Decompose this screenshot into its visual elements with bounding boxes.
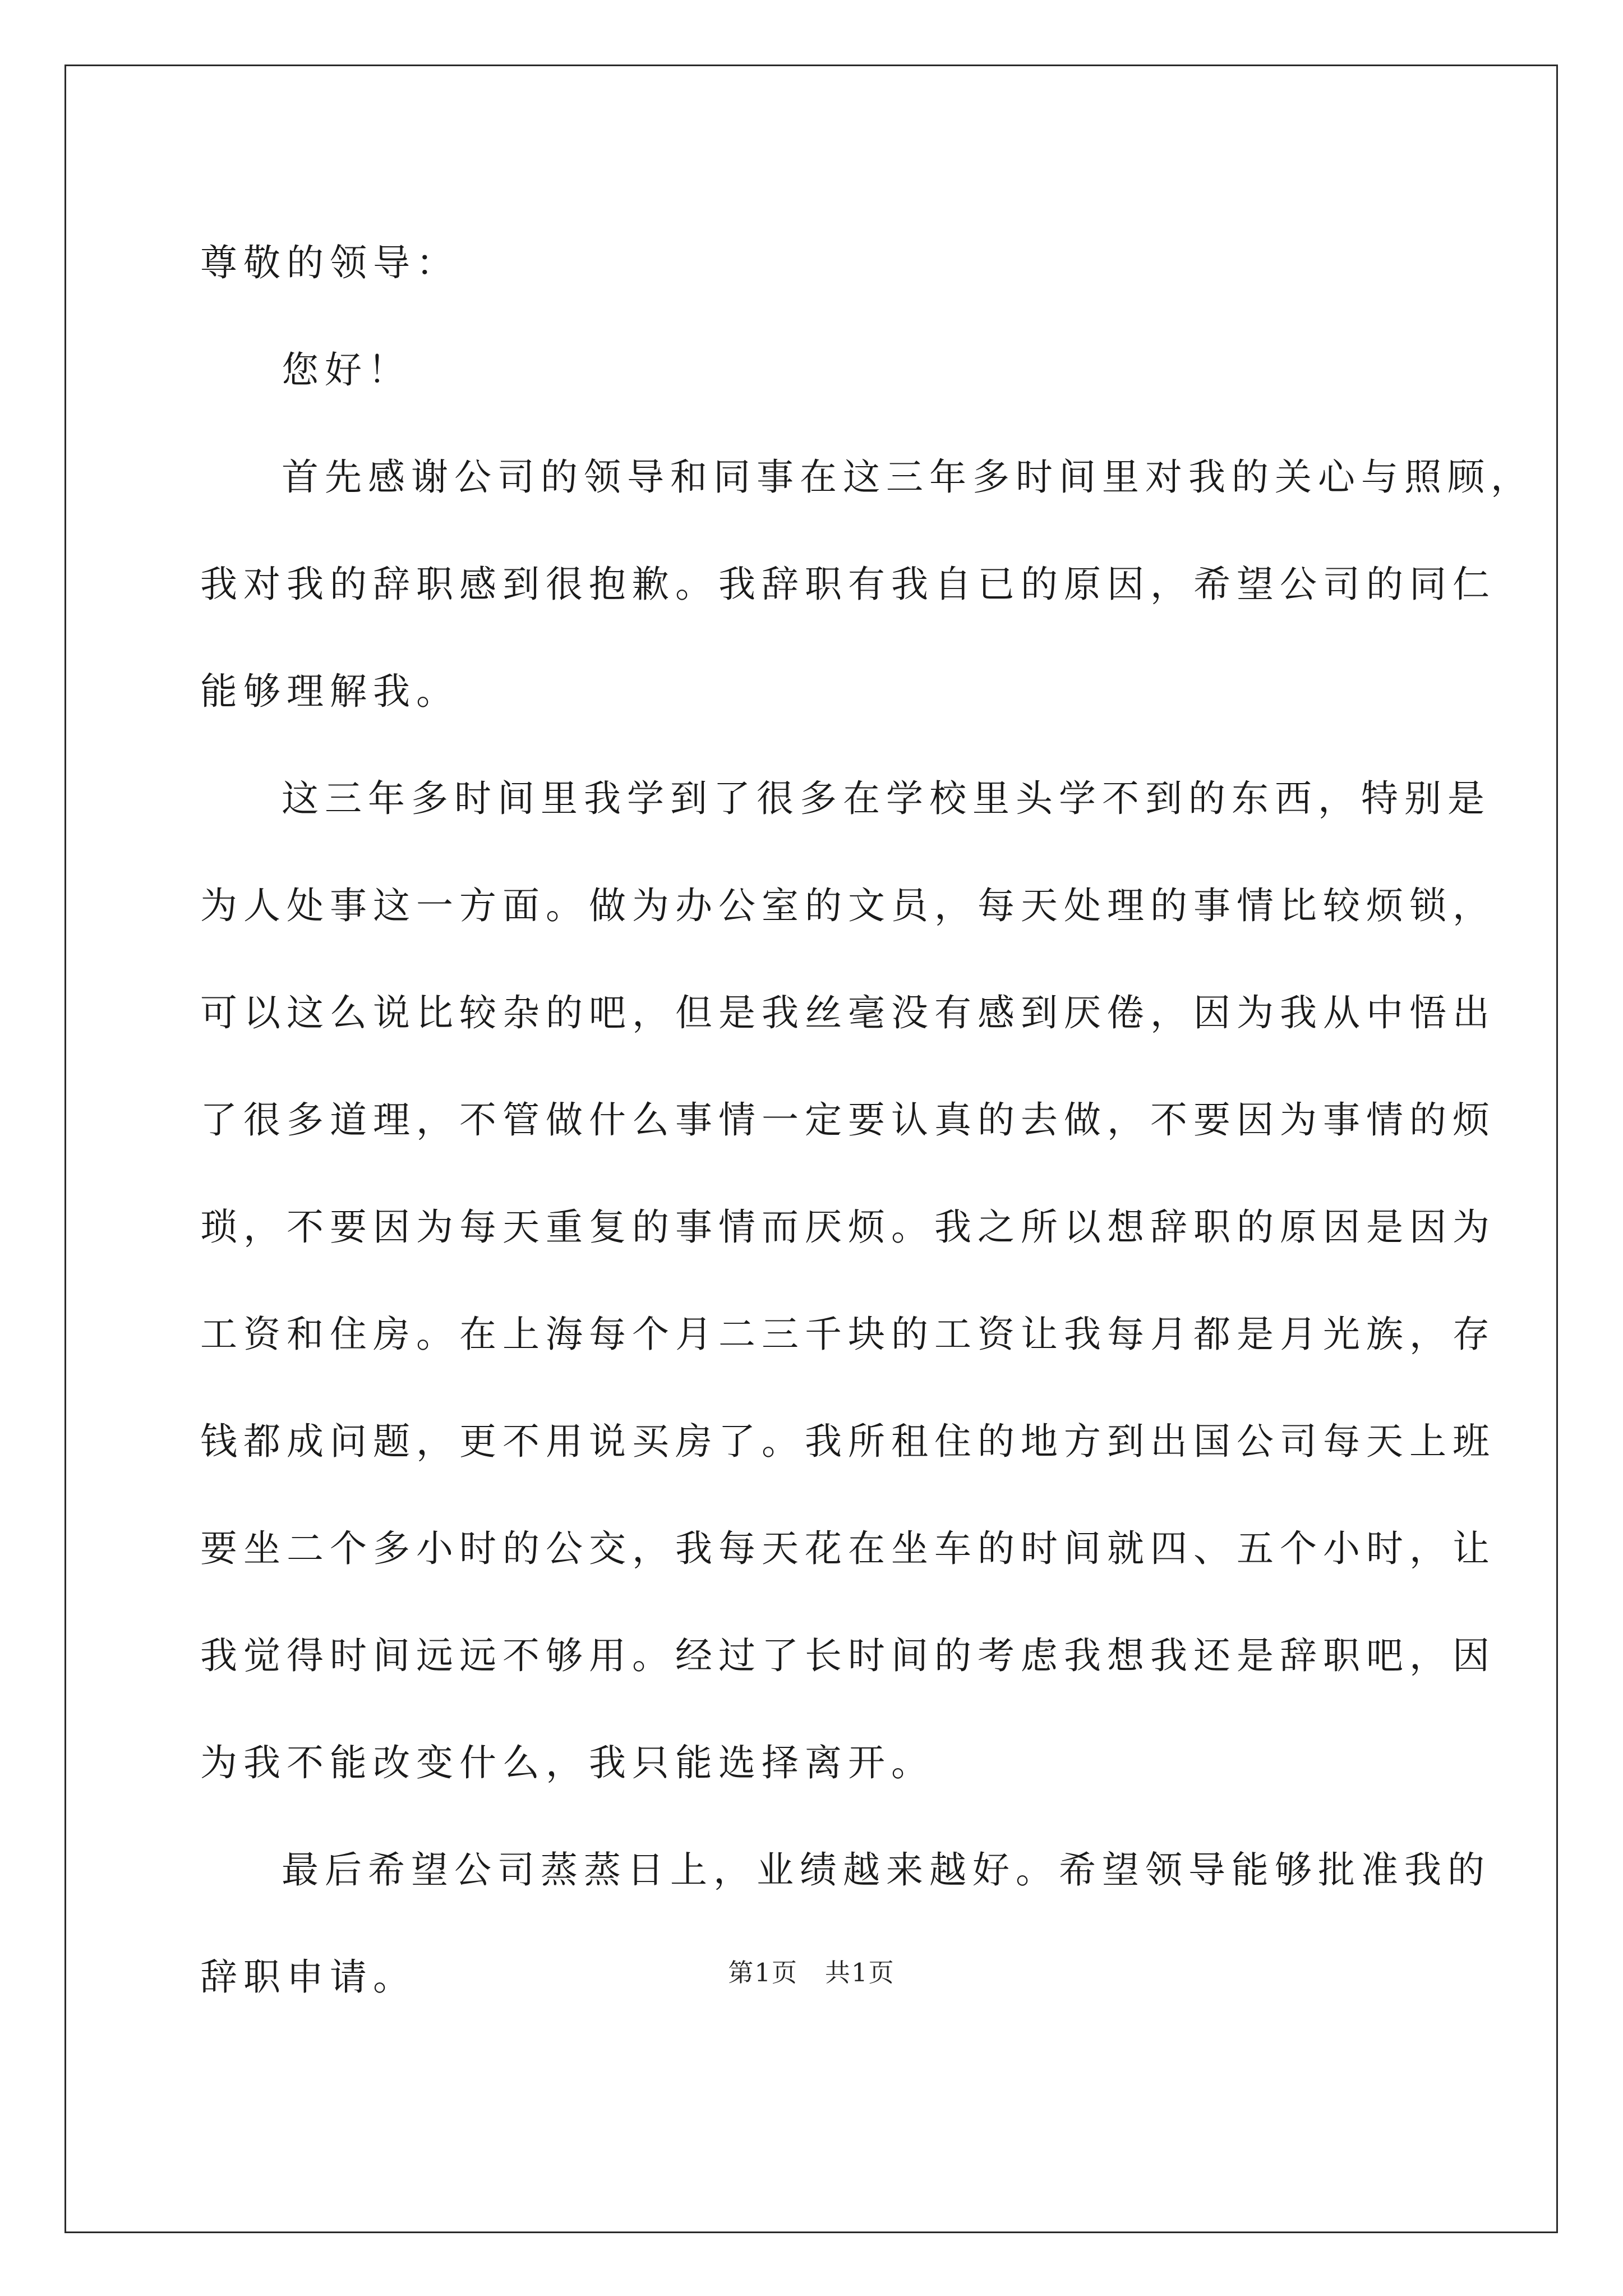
salutation: 尊敬的领导： bbox=[200, 241, 459, 284]
greeting: 您好！ bbox=[282, 348, 411, 392]
body-line: 工资和住房。在上海每个月二三千块的工资让我每月都是月光族，存 bbox=[200, 1313, 1496, 1356]
body-line: 要坐二个多小时的公交，我每天花在坐车的时间就四、五个小时，让 bbox=[200, 1527, 1496, 1570]
body-line: 可以这么说比较杂的吧，但是我丝毫没有感到厌倦，因为我从中悟出 bbox=[200, 991, 1496, 1034]
body-line: 我对我的辞职感到很抱歉。我辞职有我自已的原因，希望公司的同仁 bbox=[200, 563, 1496, 606]
body-line: 我觉得时间远远不够用。经过了长时间的考虑我想我还是辞职吧，因 bbox=[200, 1634, 1496, 1677]
body-line: 辞职申请。 bbox=[200, 1955, 416, 1999]
body-line: 这三年多时间里我学到了很多在学校里头学不到的东西，特别是 bbox=[282, 777, 1491, 820]
body-line: 琐，不要因为每天重复的事情而厌烦。我之所以想辞职的原因是因为 bbox=[200, 1205, 1496, 1249]
page-number: 第1页 bbox=[728, 1958, 798, 1987]
body-line: 钱都成问题，更不用说买房了。我所租住的地方到出国公司每天上班 bbox=[200, 1420, 1496, 1463]
body-line: 最后希望公司蒸蒸日上，业绩越来越好。希望领导能够批准我的 bbox=[282, 1848, 1491, 1892]
body-line: 了很多道理，不管做什么事情一定要认真的去做，不要因为事情的烦 bbox=[200, 1098, 1496, 1142]
body-line: 能够理解我。 bbox=[200, 670, 459, 713]
letter-body bbox=[200, 209, 1534, 2031]
body-line: 为我不能改变什么，我只能选择离开。 bbox=[200, 1741, 934, 1784]
body-line: 为人处事这一方面。做为办公室的文员，每天处理的事情比较烦锁， bbox=[200, 884, 1496, 927]
page-footer bbox=[0, 1952, 1623, 1989]
body-line: 首先感谢公司的领导和同事在这三年多时间里对我的关心与照顾， bbox=[282, 455, 1534, 499]
page-total: 共1页 bbox=[825, 1958, 895, 1987]
